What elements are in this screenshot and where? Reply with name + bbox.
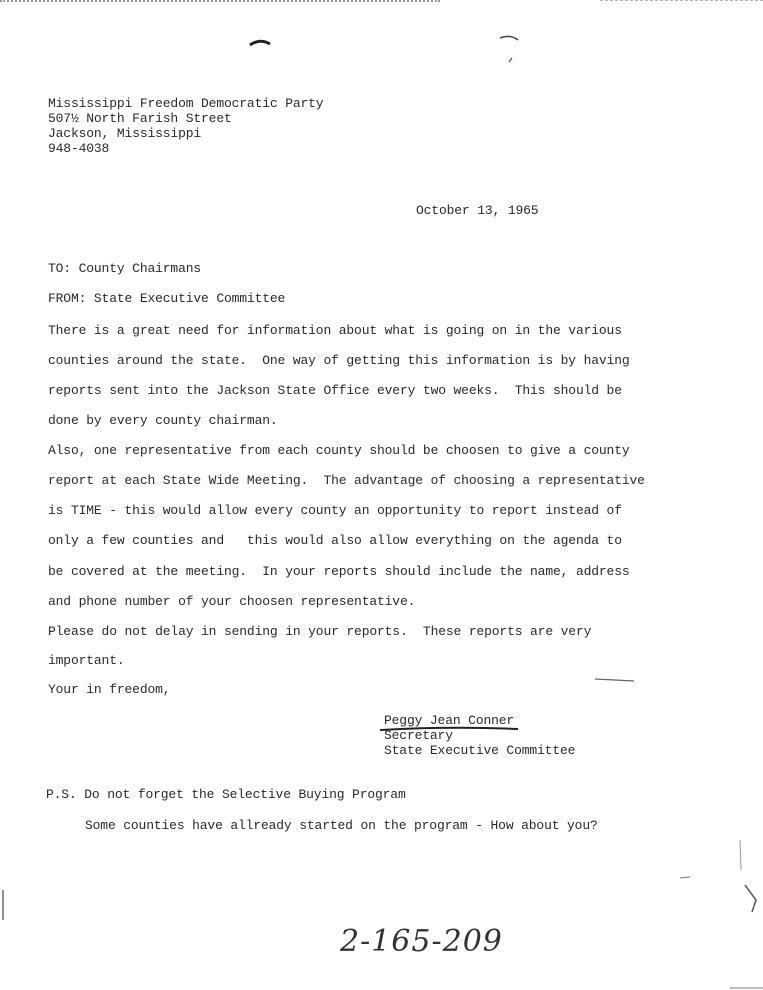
margin-mark xyxy=(595,679,634,681)
letterhead-org: Mississippi Freedom Democratic Party xyxy=(48,96,324,111)
archive-number: 2-165-209 xyxy=(340,924,503,959)
body-line: is TIME - this would allow every county an opportunity to report instead of xyxy=(48,503,622,518)
body-line: Also, one representative from each county should be choosen to give a county xyxy=(48,443,630,458)
right-edge-mark xyxy=(740,840,741,870)
signature-org: State Executive Committee xyxy=(384,743,576,758)
signature-name: Peggy Jean Conner xyxy=(384,713,515,728)
body-line: done by every county chairman. xyxy=(48,413,278,428)
letterhead-phone: 948-4038 xyxy=(48,141,110,156)
letterhead-street: 507½ North Farish Street xyxy=(48,111,232,126)
body-line: reports sent into the Jackson State Office every two weeks. This should be xyxy=(48,383,622,398)
stray-mark xyxy=(680,877,690,878)
body-line: important. xyxy=(48,653,125,668)
body-line: and phone number of your choosen representative. xyxy=(48,594,416,609)
punch-mark-left xyxy=(250,41,270,45)
body-line: There is a great need for information about what is going on in the various xyxy=(48,323,622,338)
ps-line-1: P.S. Do not forget the Selective Buying Program xyxy=(46,787,406,802)
closing: Your in freedom, xyxy=(48,682,171,697)
punch-mark-right xyxy=(500,36,518,40)
to-line: TO: County Chairmans xyxy=(48,261,202,276)
letterhead-city: Jackson, Mississippi xyxy=(48,126,202,141)
body-line: Please do not delay in sending in your reports. These reports are very xyxy=(48,624,592,639)
edge-mark xyxy=(745,885,756,912)
body-line: report at each State Wide Meeting. The advantage of choosing a representative xyxy=(48,473,645,488)
body-line: counties around the state. One way of getting this information is by having xyxy=(48,353,630,368)
punch-mark-tick xyxy=(509,58,512,62)
from-line: FROM: State Executive Committee xyxy=(48,291,286,306)
signature-title: Secretary xyxy=(384,728,453,743)
ps-line-2: Some counties have allready started on the program - How about you? xyxy=(85,818,598,833)
letter-date: October 13, 1965 xyxy=(416,203,539,218)
body-line: be covered at the meeting. In your reports should include the name, address xyxy=(48,564,630,579)
body-line: only a few counties and this would also allow everything on the agenda to xyxy=(48,533,622,548)
